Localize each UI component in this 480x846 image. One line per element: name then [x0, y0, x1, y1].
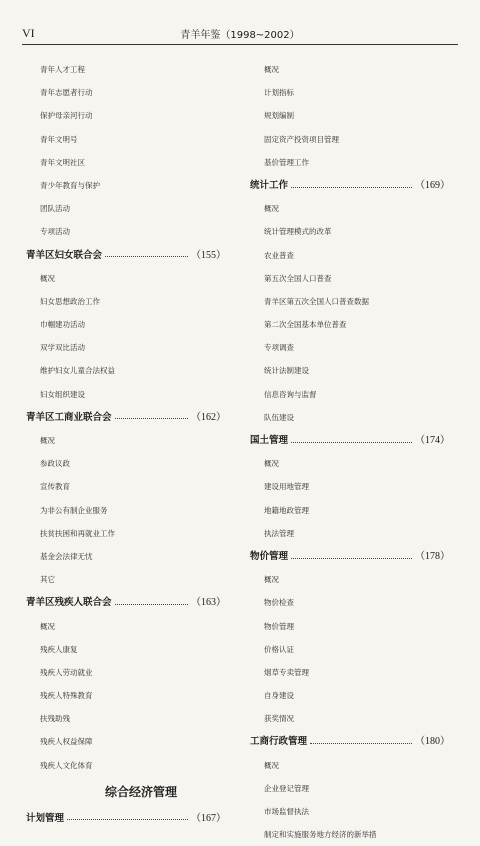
toc-subentry: 专项活动 [40, 227, 70, 237]
toc-heading [250, 545, 450, 568]
toc-subentry: 地籍地政管理 [264, 505, 309, 515]
toc-page-number: （163） [191, 597, 226, 609]
toc-page-number: （180） [415, 736, 450, 748]
toc-subentry: 残疾人康复 [40, 644, 78, 654]
dot-leader [115, 604, 188, 605]
toc-subentry: 计划指标 [264, 88, 294, 98]
toc-subentry: 获奖情况 [264, 714, 294, 724]
toc-subentry: 双学双比活动 [40, 343, 85, 353]
toc-heading-title: 物价管理 [250, 550, 289, 562]
toc-subentry: 保护母亲河行动 [40, 111, 93, 121]
toc-subentry: 专项调查 [264, 343, 294, 353]
toc-subentry: 企业登记管理 [264, 783, 309, 793]
toc-heading-title: 青羊区残疾人联合会 [26, 597, 112, 609]
toc-heading [26, 591, 226, 614]
toc-subentry: 残疾人劳动就业 [40, 667, 93, 677]
toc-subentry: 概况 [264, 760, 279, 770]
toc-subentry: 扶残助残 [40, 714, 70, 724]
toc-subentry: 信息咨询与监督 [264, 389, 317, 399]
toc-subentry: 其它 [40, 575, 55, 585]
page-header [22, 26, 458, 45]
dot-leader [115, 418, 188, 419]
toc-subentry: 宣传教育 [40, 482, 70, 492]
dot-leader [105, 256, 188, 257]
toc-subentry: 妇女组织建设 [40, 389, 85, 399]
toc-page-number: （169） [415, 179, 450, 191]
toc-heading-title: 工商行政管理 [250, 736, 308, 748]
toc-subentry: 概况 [40, 273, 55, 283]
toc-subentry: 青少年教育与保护 [40, 180, 100, 190]
toc-subentry: 市场监督执法 [264, 807, 309, 816]
toc-subentry: 第五次全国人口普查 [264, 273, 332, 283]
toc-heading [250, 730, 450, 753]
toc-subentry: 制定和实施服务地方经济的新举措 [264, 830, 377, 840]
toc-subentry: 物价管理 [264, 621, 294, 631]
toc-subentry: 物价检查 [264, 598, 294, 608]
toc-subentry: 残疾人权益保障 [40, 737, 93, 747]
toc-heading [26, 807, 226, 830]
toc-subentry: 概况 [264, 459, 279, 469]
toc-subentry: 统计管理模式的改革 [264, 227, 332, 237]
toc-page-number: （167） [191, 812, 226, 824]
dot-leader [291, 187, 412, 188]
toc-page-number: （174） [415, 435, 450, 446]
toc-subentry: 团队活动 [40, 204, 70, 214]
toc-subentry: 参政议政 [40, 459, 70, 469]
dot-leader [291, 558, 412, 559]
dot-leader [291, 442, 412, 443]
toc-subentry: 自身建设 [264, 691, 294, 701]
running-title: 青羊年鉴（1998~2002） [180, 30, 300, 41]
toc-subentry: 烟草专卖管理 [264, 667, 309, 677]
toc-heading [250, 174, 450, 197]
toc-heading [250, 429, 450, 452]
toc-subentry: 农业普查 [264, 250, 294, 260]
toc-subentry: 巾帼建功活动 [40, 320, 85, 330]
toc-subentry: 统计法制建设 [264, 366, 309, 376]
toc-page-number: （155） [191, 249, 226, 261]
toc-subentry: 概况 [40, 436, 55, 445]
toc-subentry: 维护妇女儿童合法权益 [40, 366, 115, 376]
toc-subentry: 价格认证 [264, 644, 294, 654]
toc-subentry: 基金会法律无忧 [40, 551, 93, 561]
toc-subentry: 固定资产投资项目管理 [264, 134, 339, 144]
toc-page-number: （178） [415, 550, 450, 562]
toc-subentry: 队伍建设 [264, 412, 294, 422]
dot-leader [310, 743, 412, 744]
toc-subentry: 为非公有制企业服务 [40, 505, 108, 515]
toc-subentry: 基价管理工作 [264, 157, 309, 167]
page-number: VI [22, 26, 35, 40]
toc-heading [26, 406, 226, 429]
toc-subentry: 概况 [264, 65, 279, 74]
toc-subentry: 青年志愿者行动 [40, 88, 93, 98]
toc-heading-title: 计划管理 [26, 812, 65, 824]
toc-heading-title: 青羊区妇女联合会 [26, 249, 103, 261]
toc-heading-title: 国土管理 [250, 435, 289, 446]
section-title: 综合经济管理 [104, 784, 177, 799]
toc-page-number: （162） [191, 411, 226, 423]
toc-subentry: 执法管理 [264, 528, 294, 538]
toc-right-column [250, 58, 450, 846]
toc-subentry: 青羊区第五次全国人口普查数据 [264, 296, 369, 306]
dot-leader [67, 819, 188, 820]
toc-subentry: 青年文明号 [40, 134, 78, 144]
toc-subentry: 概况 [264, 204, 279, 214]
toc-heading-title: 统计工作 [250, 179, 289, 191]
toc-subentry: 青年文明社区 [40, 157, 85, 167]
toc-subentry: 概况 [264, 575, 279, 585]
toc-subentry: 建设用地管理 [264, 482, 309, 492]
toc-subentry: 扶贫扶困和再就业工作 [40, 528, 115, 538]
toc-heading [26, 244, 226, 267]
toc-subentry: 妇女思想政治工作 [40, 296, 100, 306]
toc-left-column [26, 58, 226, 830]
toc-subentry: 青年人才工程 [40, 65, 85, 74]
toc-subentry: 残疾人文化体育 [40, 760, 93, 770]
toc-heading-title: 青羊区工商业联合会 [26, 411, 112, 423]
toc-subentry: 概况 [40, 621, 55, 631]
toc-subentry: 残疾人特殊教育 [40, 691, 93, 701]
toc-subentry: 第二次全国基本单位普查 [264, 320, 347, 330]
toc-subentry: 规划编制 [264, 111, 294, 121]
